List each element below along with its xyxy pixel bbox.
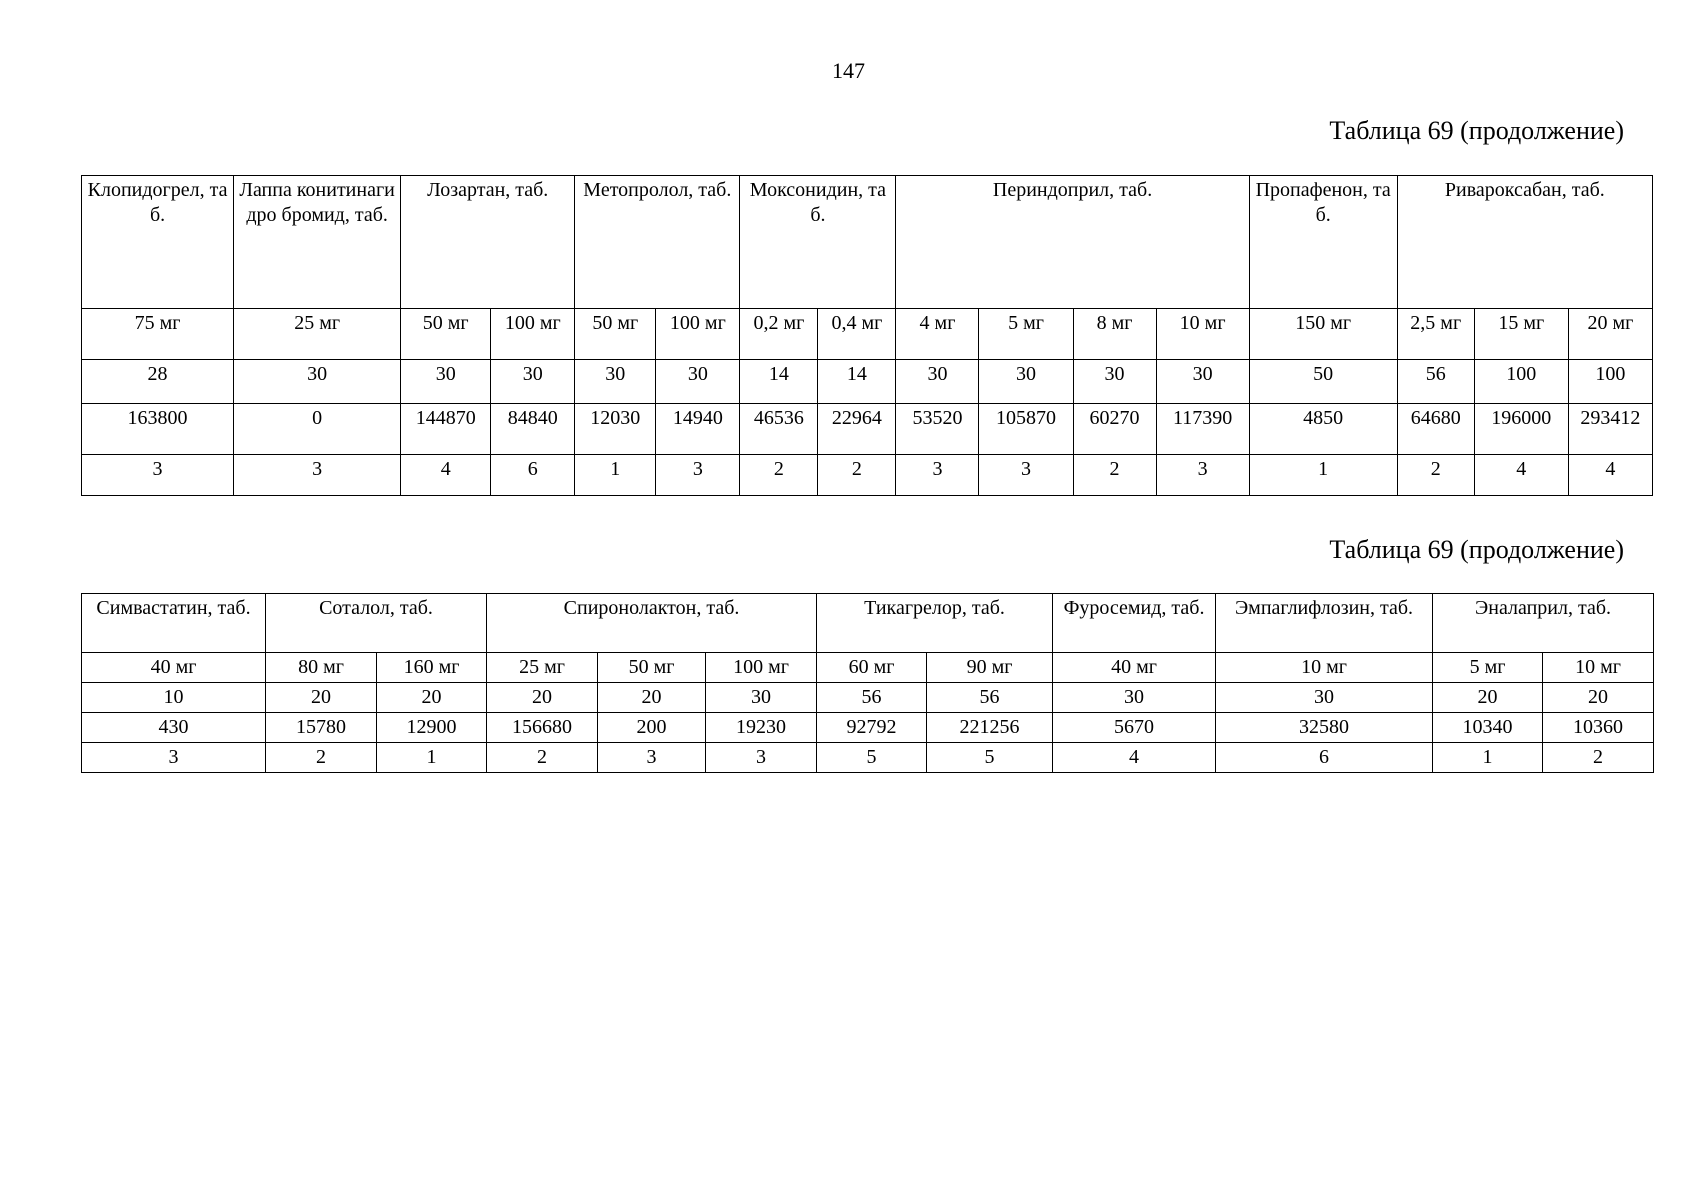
- sum-cell: 117390: [1156, 404, 1249, 455]
- rank-cell: 3: [706, 743, 817, 773]
- pack-cell: 30: [656, 360, 740, 404]
- sum-cell: 10340: [1433, 713, 1543, 743]
- header-cell: Эмпаглифлозин, таб.: [1216, 594, 1433, 653]
- pack-cell: 30: [575, 360, 656, 404]
- rank-cell: 2: [266, 743, 377, 773]
- rank-row: [82, 455, 1653, 496]
- rank-cell: 2: [487, 743, 598, 773]
- rank-cell: 3: [896, 455, 979, 496]
- rank-cell: 1: [575, 455, 656, 496]
- sum-cell: 12030: [575, 404, 656, 455]
- dose-cell: 5 мг: [979, 309, 1073, 360]
- rank-cell: 5: [927, 743, 1053, 773]
- rank-cell: 3: [979, 455, 1073, 496]
- pack-cell: 100: [1474, 360, 1568, 404]
- rank-cell: 5: [817, 743, 927, 773]
- dose-cell: 10 мг: [1216, 653, 1433, 683]
- dose-cell: 5 мг: [1433, 653, 1543, 683]
- dose-cell: 40 мг: [82, 653, 266, 683]
- pack-cell: 30: [1216, 683, 1433, 713]
- header-cell: Лозартан, таб.: [401, 176, 575, 309]
- rank-cell: 6: [491, 455, 575, 496]
- rank-row: [82, 743, 1654, 773]
- rank-cell: 2: [818, 455, 896, 496]
- sum-cell: 5670: [1053, 713, 1216, 743]
- sum-cell: 196000: [1474, 404, 1568, 455]
- pack-cell: 20: [266, 683, 377, 713]
- dose-cell: 25 мг: [234, 309, 401, 360]
- sum-cell: 92792: [817, 713, 927, 743]
- rank-cell: 2: [1543, 743, 1654, 773]
- sum-cell: 10360: [1543, 713, 1654, 743]
- dose-cell: 10 мг: [1543, 653, 1654, 683]
- rank-cell: 2: [1073, 455, 1156, 496]
- pack-cell: 30: [1053, 683, 1216, 713]
- dose-cell: 75 мг: [82, 309, 234, 360]
- pack-cell: 30: [706, 683, 817, 713]
- rank-cell: 3: [82, 743, 266, 773]
- dose-cell: 40 мг: [1053, 653, 1216, 683]
- sum-cell: 144870: [401, 404, 491, 455]
- sum-cell: 14940: [656, 404, 740, 455]
- header-cell: Тикагрелор, таб.: [817, 594, 1053, 653]
- sum-cell: 4850: [1249, 404, 1397, 455]
- header-cell: Лаппа конитинагидро бромид, таб.: [234, 176, 401, 309]
- pack-cell: 20: [377, 683, 487, 713]
- sum-cell: 200: [598, 713, 706, 743]
- rank-cell: 4: [1474, 455, 1568, 496]
- rank-cell: 3: [598, 743, 706, 773]
- pack-cell: 30: [896, 360, 979, 404]
- sum-cell: 46536: [740, 404, 818, 455]
- sum-cell: 163800: [82, 404, 234, 455]
- rank-cell: 1: [377, 743, 487, 773]
- sum-cell: 221256: [927, 713, 1053, 743]
- dose-cell: 4 мг: [896, 309, 979, 360]
- sum-cell: 15780: [266, 713, 377, 743]
- rank-cell: 3: [656, 455, 740, 496]
- sum-cell: 430: [82, 713, 266, 743]
- sum-row: [82, 713, 1654, 743]
- sum-cell: 53520: [896, 404, 979, 455]
- rank-cell: 6: [1216, 743, 1433, 773]
- header-row: [82, 594, 1654, 653]
- sum-cell: 84840: [491, 404, 575, 455]
- pack-cell: 30: [1073, 360, 1156, 404]
- dose-cell: 100 мг: [491, 309, 575, 360]
- pack-row: [82, 683, 1654, 713]
- header-cell: Периндоприл, таб.: [896, 176, 1249, 309]
- header-cell: Соталол, таб.: [266, 594, 487, 653]
- rank-cell: 3: [1156, 455, 1249, 496]
- drug-table-1: [81, 175, 1653, 496]
- sum-cell: 12900: [377, 713, 487, 743]
- header-cell: Фуросемид, таб.: [1053, 594, 1216, 653]
- header-cell: Клопидогрел, таб.: [82, 176, 234, 309]
- sum-cell: 156680: [487, 713, 598, 743]
- dose-cell: 8 мг: [1073, 309, 1156, 360]
- sum-cell: 32580: [1216, 713, 1433, 743]
- header-cell: Симвастатин, таб.: [82, 594, 266, 653]
- dose-cell: 2,5 мг: [1397, 309, 1474, 360]
- rank-cell: 4: [1568, 455, 1652, 496]
- header-cell: Пропафенон, таб.: [1249, 176, 1397, 309]
- pack-cell: 56: [817, 683, 927, 713]
- pack-cell: 28: [82, 360, 234, 404]
- pack-cell: 20: [598, 683, 706, 713]
- header-cell: Метопролол, таб.: [575, 176, 740, 309]
- dose-cell: 80 мг: [266, 653, 377, 683]
- rank-cell: 3: [82, 455, 234, 496]
- header-cell: Эналаприл, таб.: [1433, 594, 1654, 653]
- dose-cell: 160 мг: [377, 653, 487, 683]
- dose-row: [82, 653, 1654, 683]
- rank-cell: 4: [401, 455, 491, 496]
- pack-cell: 14: [740, 360, 818, 404]
- pack-cell: 50: [1249, 360, 1397, 404]
- sum-cell: 22964: [818, 404, 896, 455]
- pack-cell: 30: [1156, 360, 1249, 404]
- sum-cell: 105870: [979, 404, 1073, 455]
- rank-cell: 2: [740, 455, 818, 496]
- dose-cell: 25 мг: [487, 653, 598, 683]
- pack-cell: 30: [401, 360, 491, 404]
- pack-cell: 30: [234, 360, 401, 404]
- dose-cell: 50 мг: [598, 653, 706, 683]
- dose-cell: 150 мг: [1249, 309, 1397, 360]
- dose-cell: 50 мг: [401, 309, 491, 360]
- dose-cell: 20 мг: [1568, 309, 1652, 360]
- drug-table-2: [81, 593, 1654, 773]
- dose-cell: 60 мг: [817, 653, 927, 683]
- pack-cell: 20: [1433, 683, 1543, 713]
- dose-cell: 100 мг: [706, 653, 817, 683]
- pack-cell: 30: [979, 360, 1073, 404]
- sum-cell: 64680: [1397, 404, 1474, 455]
- header-cell: Ривароксабан, таб.: [1397, 176, 1652, 309]
- sum-cell: 293412: [1568, 404, 1652, 455]
- header-row: [82, 176, 1653, 309]
- pack-cell: 56: [927, 683, 1053, 713]
- rank-cell: 4: [1053, 743, 1216, 773]
- sum-cell: 60270: [1073, 404, 1156, 455]
- header-cell: Моксонидин, таб.: [740, 176, 896, 309]
- rank-cell: 2: [1397, 455, 1474, 496]
- pack-cell: 20: [487, 683, 598, 713]
- table-caption: Таблица 69 (продолжение): [1329, 535, 1624, 564]
- sum-row: [82, 404, 1653, 455]
- dose-cell: 15 мг: [1474, 309, 1568, 360]
- pack-cell: 20: [1543, 683, 1654, 713]
- pack-cell: 30: [491, 360, 575, 404]
- dose-cell: 50 мг: [575, 309, 656, 360]
- dose-cell: 100 мг: [656, 309, 740, 360]
- pack-cell: 56: [1397, 360, 1474, 404]
- pack-cell: 100: [1568, 360, 1652, 404]
- dose-cell: 10 мг: [1156, 309, 1249, 360]
- dose-cell: 90 мг: [927, 653, 1053, 683]
- rank-cell: 3: [234, 455, 401, 496]
- dose-row: [82, 309, 1653, 360]
- rank-cell: 1: [1249, 455, 1397, 496]
- sum-cell: 0: [234, 404, 401, 455]
- pack-row: [82, 360, 1653, 404]
- rank-cell: 1: [1433, 743, 1543, 773]
- sum-cell: 19230: [706, 713, 817, 743]
- dose-cell: 0,2 мг: [740, 309, 818, 360]
- pack-cell: 10: [82, 683, 266, 713]
- pack-cell: 14: [818, 360, 896, 404]
- page-number: 147: [832, 58, 865, 83]
- header-cell: Спиронолактон, таб.: [487, 594, 817, 653]
- dose-cell: 0,4 мг: [818, 309, 896, 360]
- table-caption: Таблица 69 (продолжение): [1329, 116, 1624, 145]
